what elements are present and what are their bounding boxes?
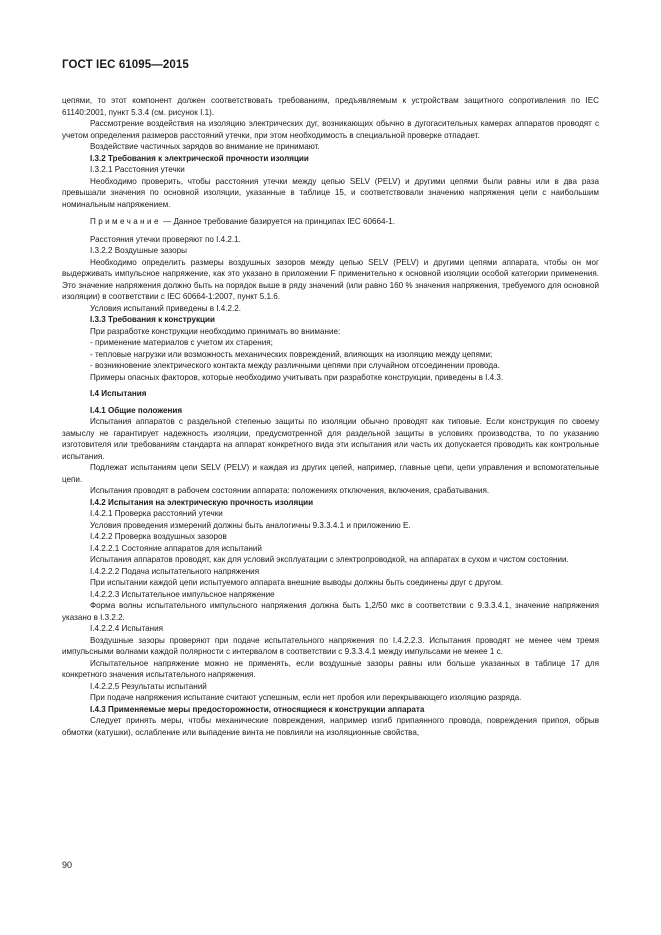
page-number: 90 bbox=[62, 860, 73, 870]
note-text: — Данное требование базируется на принципах IEC 60664-1. bbox=[160, 217, 395, 226]
list-item: - возникновение электрического контакта между различными цепями при случайном отсоединении провода. bbox=[90, 361, 500, 370]
paragraph: Условия проведения измерений должны быть аналогичны 9.3.3.4.1 и приложению E. bbox=[90, 520, 411, 530]
section-heading: I.4.3 Применяемые меры предосторожности, относящиеся к конструкции аппарата bbox=[90, 704, 425, 714]
note-label: Примечание bbox=[90, 217, 161, 226]
document-header: ГОСТ IEC 61095—2015 bbox=[62, 59, 189, 71]
paragraph: Испытательное напряжение можно не применять, если воздушные зазоры равны или больше указанных в таблице 17 для конкретного значения испытательного напряжения. bbox=[62, 658, 599, 679]
subsection-heading: I.3.2.2 Воздушные зазоры bbox=[90, 246, 187, 255]
paragraph: Воздействие частичных зарядов во внимание не принимают. bbox=[90, 142, 320, 151]
paragraph: Форма волны испытательного импульсного напряжения должна быть 1,2/50 мкс в соответствии с 9.3.3.4.1, значение напряжения указано в I.3.2.2. bbox=[62, 601, 599, 622]
note bbox=[62, 216, 599, 228]
section-heading: I.4 Испытания bbox=[90, 389, 147, 398]
subsection-heading: I.4.2.2.1 Состояние аппаратов для испытаний bbox=[90, 543, 262, 553]
subsection-heading: I.4.2.2 Проверка воздушных зазоров bbox=[90, 532, 227, 541]
subsection-heading: I.4.2.1 Проверка расстояний утечки bbox=[90, 509, 223, 518]
paragraph: При разработке конструкции необходимо принимать во внимание: bbox=[90, 326, 341, 336]
paragraph: Испытания аппаратов проводят, как для условий эксплуатации с электропроводкой, на аппаратах в сухом и чистом состоянии. bbox=[90, 555, 569, 564]
paragraph: Необходимо определить размеры воздушных зазоров между цепью SELV (PELV) и другими цепями аппарата, чтобы он мог выдерживать импульсное напряжение, как это указано в приложении F применительно к основной изоляции особой категории применения. Это значение напряжения должно быть на порядок выше в ряду значений (или равно 160 % значения напряжения, требуемого для основной изоляции) в соответствии с IEC 60664-1:2007, пункт 5.1.6. bbox=[62, 257, 599, 301]
document-body bbox=[62, 95, 599, 738]
subsection-heading: I.4.2.2.4 Испытания bbox=[90, 624, 164, 633]
paragraph: Подлежат испытаниям цепи SELV (PELV) и каждая из других цепей, например, главные цепи, цепи управления и вспомогательные цепи. bbox=[62, 463, 599, 484]
section-heading: I.3.3 Требования к конструкции bbox=[90, 315, 215, 324]
paragraph: Следует принять меры, чтобы механические повреждения, например изгиб припаянного провода, повреждения припоя, обрыв обмотки (катушки), ослабление или выпадение винта не повлияли на изоляционные свойства, bbox=[62, 716, 599, 737]
paragraph: цепями, то этот компонент должен соответствовать требованиям, предъявляемым к устройствам защитного сопротивления по IEC 61140:2001, пункт 5.3.4 (см. рисунок I.1). bbox=[62, 96, 599, 117]
subsection-heading: I.4.2.2.2 Подача испытательного напряжения bbox=[90, 566, 260, 576]
paragraph: Испытания аппаратов с раздельной степенью защиты по изоляции обычно проводят как типовые. Если конструкция по своему замыслу не гарантирует надежность изоляции, предусмотренной для раздельной защиты в условиях производства, то по указанию изготовителя или требованиям стандарта на аппарат конкретного вида эти испытания или часть их допускается проводить как контрольные испытания. bbox=[62, 417, 599, 461]
subsection-heading: I.4.2.2.5 Результаты испытаний bbox=[90, 681, 207, 691]
paragraph: Необходимо проверить, чтобы расстояния утечки между цепью SELV (PELV) и другими цепями были равны или в два раза превышали значения по основной изоляции, указанные в таблице 15, и соответствовали значению напряжения цепи с наибольшим номинальным напряжением. bbox=[62, 176, 599, 209]
paragraph: При подаче напряжения испытание считают успешным, если нет пробоя или перекрывающего изоляцию разряда. bbox=[90, 693, 522, 702]
paragraph: Испытания проводят в рабочем состоянии аппарата: положениях отключения, включения, срабатывания. bbox=[90, 486, 490, 495]
subsection-heading: I.3.2.1 Расстояния утечки bbox=[90, 165, 185, 174]
paragraph: Расстояния утечки проверяют по I.4.2.1. bbox=[90, 234, 241, 244]
section-heading: I.3.2 Требования к электрической прочности изоляции bbox=[90, 153, 309, 163]
list-item: - тепловые нагрузки или возможность механических повреждений, влияющих на изоляцию между цепями; bbox=[90, 349, 493, 359]
paragraph: Условия испытаний приведены в I.4.2.2. bbox=[90, 303, 242, 313]
section-heading: I.4.1 Общие положения bbox=[90, 405, 183, 415]
subsection-heading: I.4.2.2.3 Испытательное импульсное напряжение bbox=[90, 589, 275, 599]
paragraph: Примеры опасных факторов, которые необходимо учитывать при разработке конструкции, приведены в I.4.3. bbox=[90, 372, 504, 382]
paragraph: При испытании каждой цепи испытуемого аппарата внешние выводы должны быть соединены друг с другом. bbox=[90, 578, 504, 587]
list-item: - применение материалов с учетом их старения; bbox=[90, 338, 273, 347]
section-heading: I.4.2 Испытания на электрическую прочность изоляции bbox=[90, 497, 314, 507]
paragraph: Воздушные зазоры проверяют при подаче испытательного напряжения по I.4.2.2.3. Испытания проводят не менее чем тремя импульсными волнами каждой полярности с интервалом в соответствии с 9.3.3.4.1 между импульсами не менее 1 с. bbox=[62, 635, 599, 656]
paragraph: Рассмотрение воздействия на изоляцию электрических дуг, возникающих обычно в дугогасительных камерах аппаратов проводят с учетом определения размеров расстояний утечки, при этом необходимость в специальной проверке отпадает. bbox=[62, 119, 599, 140]
